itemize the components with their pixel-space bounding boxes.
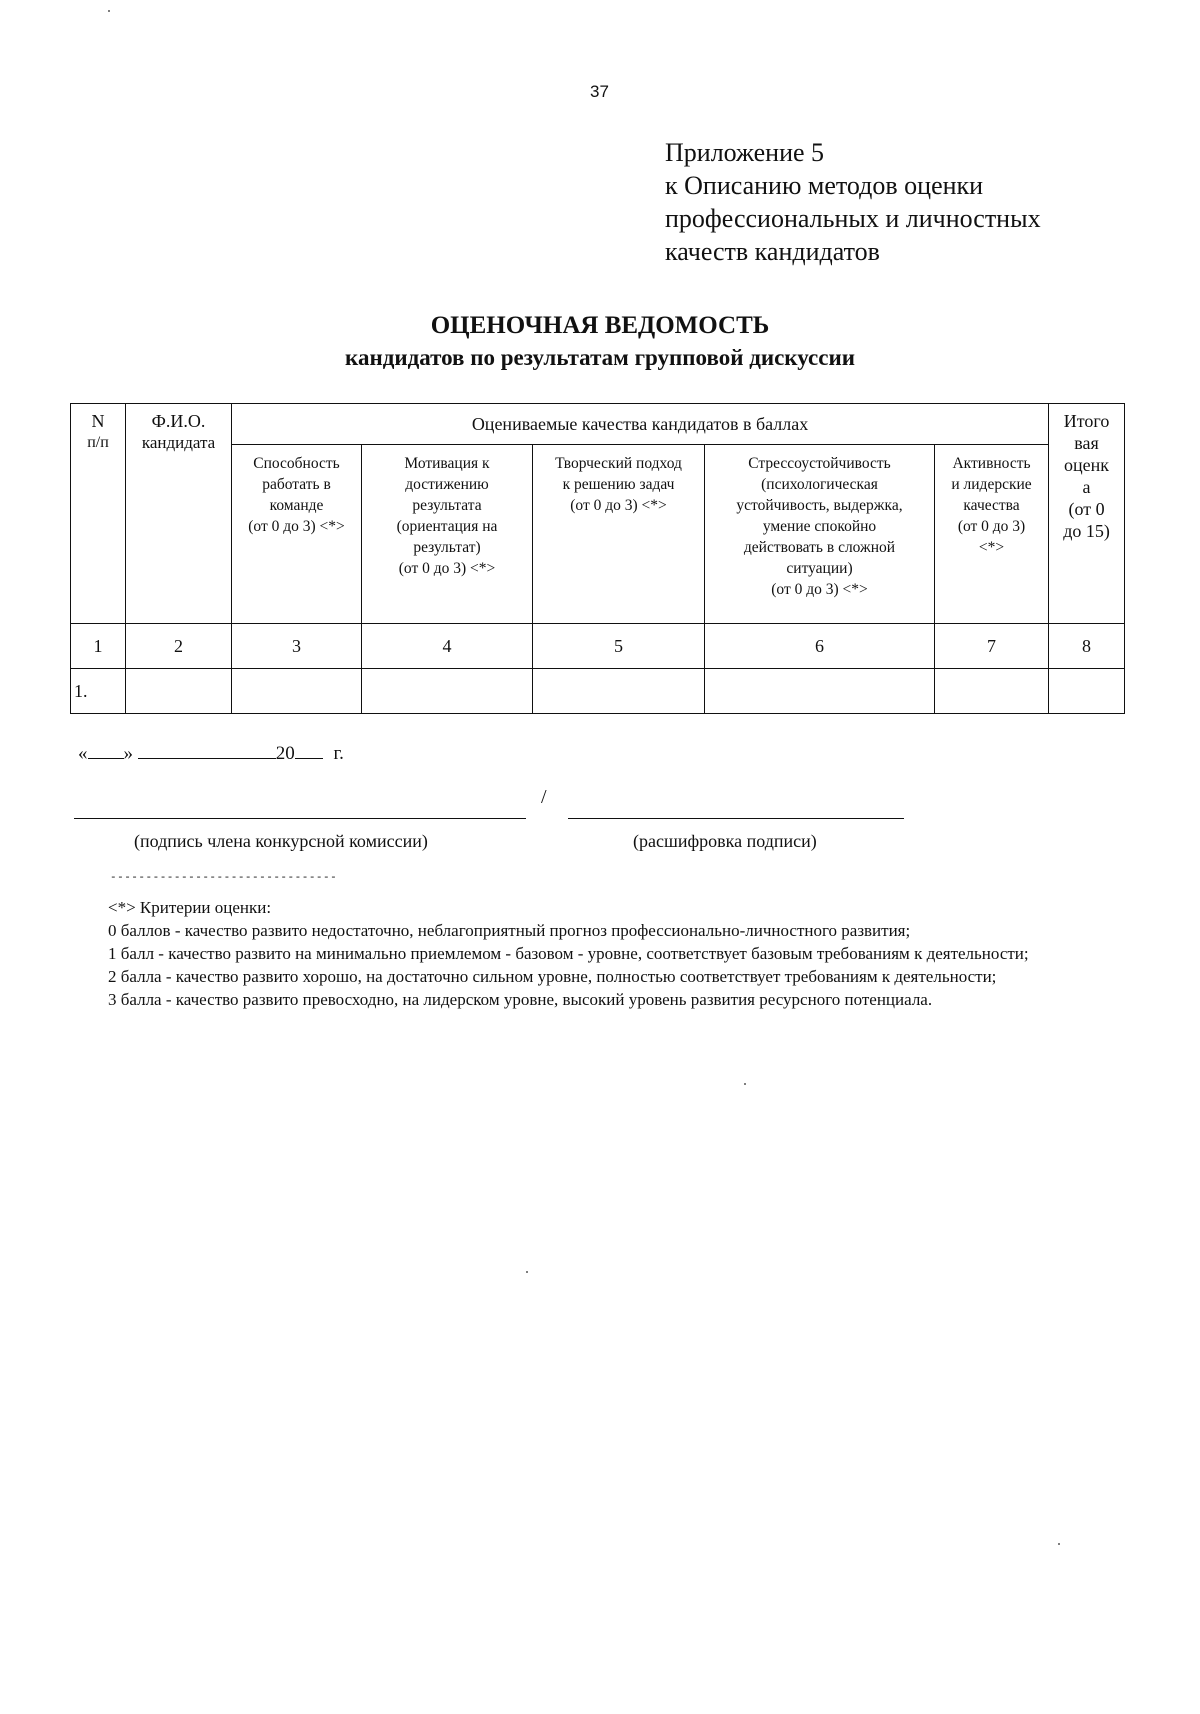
scan-speck [744,1083,746,1085]
column-number: 1 [71,624,126,669]
header-text: вая [1074,433,1099,453]
score-cell-creativity[interactable] [533,669,705,714]
header-text: (от 0 [1068,499,1105,519]
column-number-row [71,624,1125,669]
header-creativity: Творческий подход к решению задач (от 0 до 3) <*> [533,445,705,624]
evaluation-table [70,403,1125,714]
header-teamwork: Способность работать в команде (от 0 до 3) <*> [232,445,362,624]
header-text: оценк [1064,455,1110,475]
score-cell-teamwork[interactable] [232,669,362,714]
criteria-item: 1 балл - качество развито на минимально приемлемом - базовом - уровне, соответствует базовым требованиям к деятельности; [108,944,1029,963]
header-row [71,404,1125,445]
score-cell-motivation[interactable] [362,669,533,714]
footnote-divider: -------------------------------- [110,872,338,884]
header-number [71,404,126,624]
signature-transcript-caption: (расшифровка подписи) [633,831,817,851]
header-text: кандидата [141,433,216,452]
appendix-line: к Описанию методов оценки [665,171,984,200]
header-name [126,404,232,624]
header-total [1049,404,1125,624]
score-cell-leadership[interactable] [935,669,1049,714]
date-close-quote: » [123,743,133,764]
criteria-item: 3 балла - качество развито превосходно, на лидерском уровне, высокий уровень развития ресурсного потенциала. [108,990,933,1009]
table-row [71,669,1125,714]
signature-line[interactable] [74,818,526,819]
criteria-item: 0 баллов - качество развито недостаточно, неблагоприятный прогноз профессионально-личностного развития; [108,921,911,940]
column-number: 6 [705,624,935,669]
column-number: 3 [232,624,362,669]
day-blank[interactable] [88,740,124,759]
header-leadership: Активность и лидерские качества (от 0 до 3) <*> [935,445,1049,624]
appendix-line: Приложение 5 [665,138,825,167]
signature-separator: / [541,786,547,808]
column-number: 8 [1049,624,1125,669]
score-cell-stress[interactable] [705,669,935,714]
candidate-name-cell[interactable] [126,669,232,714]
appendix-reference [665,136,1165,268]
document-title: ОЦЕНОЧНАЯ ВЕДОМОСТЬ [430,312,770,339]
footnote-criteria [76,896,1122,1011]
criteria-item: 2 балла - качество развито хорошо, на достаточно сильном уровне, полностью соответствует требованиям к деятельности; [108,967,997,986]
score-cell-total[interactable] [1049,669,1125,714]
header-text: Итого [1063,411,1110,431]
header-qualities-group: Оцениваемые качества кандидатов в баллах [232,404,1049,445]
year-prefix: 20 [275,743,295,764]
year-blank[interactable] [295,740,323,759]
scan-speck [1058,1543,1060,1545]
date-line [78,740,344,765]
header-text: а [1082,477,1091,497]
header-motivation: Мотивация к достижению результата (ориентация на результат) (от 0 до 3) <*> [362,445,533,624]
scan-speck [526,1271,528,1273]
document-subtitle: кандидатов по результатам групповой дискуссии [345,345,855,370]
column-number: 5 [533,624,705,669]
year-suffix: г. [333,743,344,764]
header-text: до 15) [1063,521,1110,541]
column-number: 4 [362,624,533,669]
date-open-quote: « [78,743,88,764]
footnote-heading: <*> Критерии оценки: [108,898,272,917]
appendix-line: качеств кандидатов [665,237,880,266]
page-number: 37 [590,82,609,101]
header-stress-resistance: Стрессоустойчивость (психологическая устойчивость, выдержка, умение спокойно действовать в сложной ситуации) (от 0 до 3) <*> [705,445,935,624]
appendix-line: профессиональных и личностных [665,204,1041,233]
column-number: 2 [126,624,232,669]
signature-caption: (подпись члена конкурсной комиссии) [134,831,428,851]
header-text: Ф.И.О. [151,411,206,431]
signature-transcript-line[interactable] [568,818,904,819]
row-number: 1. [71,669,126,714]
header-text: п/п [87,434,109,451]
column-number: 7 [935,624,1049,669]
header-text: N [91,411,105,431]
month-blank[interactable] [138,740,276,759]
scan-speck [108,10,110,12]
